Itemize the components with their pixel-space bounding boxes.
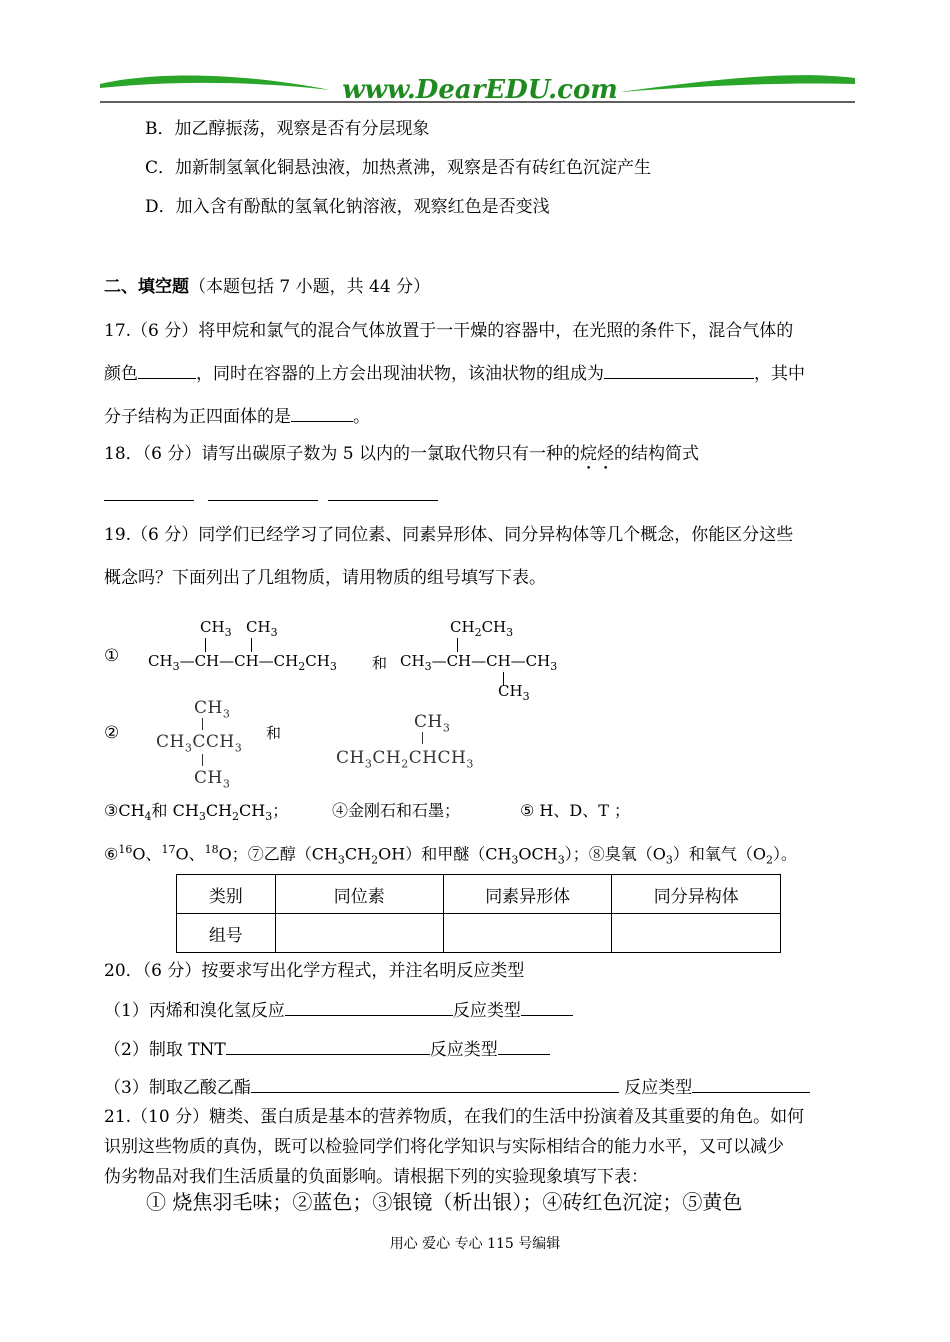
s1b-top: $CH_2CH_3$	[450, 618, 514, 639]
answer-cell-allotrope[interactable]	[443, 914, 612, 953]
item1-and: 和	[372, 654, 388, 672]
row-label: 组号	[177, 914, 276, 953]
q17-line1: 17.（6 分）将甲烷和氯气的混合气体放置于一干燥的容器中，在光照的条件下，混合气体的	[104, 321, 794, 341]
s2b-main: $CH_3CH_2CHCH_3$	[336, 748, 474, 771]
s2a-bond-top	[202, 718, 203, 730]
s1a-top1: $CH_3$	[200, 618, 232, 639]
structure-2a	[156, 696, 256, 796]
blank-color[interactable]	[138, 362, 196, 379]
table-row	[177, 914, 781, 953]
table-header: 同位素	[275, 875, 443, 914]
header-banner	[100, 66, 855, 104]
q17-text: 分子结构为正四面体的是	[104, 407, 291, 427]
blank-equation-1[interactable]	[285, 999, 453, 1016]
q18-blank-3[interactable]	[328, 500, 438, 501]
s1a-bond2	[251, 638, 252, 652]
item1-number: ①	[104, 646, 120, 666]
blank-equation-2[interactable]	[226, 1038, 430, 1055]
blank-tetrahedral[interactable]	[291, 405, 353, 422]
item2-and: 和	[266, 724, 282, 742]
s2a-bond-bottom	[202, 754, 203, 766]
q20-line1: 20．（6 分）按要求写出化学方程式，并注名明反应类型	[104, 961, 525, 981]
q17-text: 颜色	[104, 364, 138, 384]
q21-line4: ① 烧焦羽毛味；②蓝色；③银镜（析出银）；④砖红色沉淀；⑤黄色	[146, 1190, 743, 1214]
structure-2b	[336, 710, 496, 774]
s1a-top2: $CH_3$	[246, 618, 278, 639]
item-5: ⑤ H、D、T ；	[520, 801, 630, 820]
s2a-main: $CH_3CCH_3$	[156, 732, 243, 755]
q21-line2: 识别这些物质的真伪，既可以检验同学们将化学知识与实际相结合的能力水平，又可以减少	[104, 1137, 784, 1157]
q19-line2: 概念吗？下面列出了几组物质，请用物质的组号填写下表。	[104, 568, 546, 588]
q20-item2: （2）制取 TNT 反应类型	[104, 1038, 550, 1061]
q21-line3: 伪劣物品对我们生活质量的负面影响。请根据下列的实验现象填写下表：	[104, 1167, 648, 1187]
item-4: ④金刚石和石墨；	[332, 801, 461, 820]
q19-line1: 19.（6 分）同学们已经学习了同位素、同素异形体、同分异构体等几个概念，你能区分这些	[104, 525, 794, 545]
q17-text: 。	[353, 407, 370, 427]
site-name: www.DearEDU.com	[342, 75, 618, 104]
s1b-bond-top	[457, 638, 458, 652]
s1b-bottom: $CH_3$	[498, 682, 530, 703]
q20-item3: （3）制取乙酸乙酯 反应类型	[104, 1076, 810, 1099]
answer-table	[176, 874, 781, 953]
q17-text: ，其中	[754, 364, 805, 384]
q17-line2	[104, 362, 805, 385]
table-header: 同分异构体	[612, 875, 781, 914]
q17-line3	[104, 405, 370, 428]
answer-cell-isomer[interactable]	[612, 914, 781, 953]
page-footer: 用心 爱心 专心 115 号编辑	[389, 1236, 561, 1252]
table-header: 类别	[177, 875, 276, 914]
q18-emphasis: 烷烃	[579, 444, 614, 464]
s2a-top: $CH_3$	[194, 698, 231, 721]
table-header-row	[177, 875, 781, 914]
answer-cell-isotope[interactable]	[275, 914, 443, 953]
s2b-bond	[422, 732, 423, 744]
item2-number: ②	[104, 723, 120, 743]
s1b-main: $CH_3—CH—CH—CH_3$	[400, 652, 558, 673]
line-3-4-5: $③CH_4$和 $CH_3CH_2CH_3$；	[104, 801, 289, 824]
s2b-top: $CH_3$	[414, 712, 451, 735]
q21-line1: 21.（10 分）糖类、蛋白质是基本的营养物质，在我们的生活中扮演着及其重要的角色。如何	[104, 1107, 805, 1127]
s1a-bond1	[205, 638, 206, 652]
q20-item1: （1）丙烯和溴化氢反应 反应类型	[104, 999, 573, 1022]
section-note: （本题包括 7 小题，共 44 分）	[189, 277, 431, 297]
option-b: B．加乙醇振荡，观察是否有分层现象	[145, 119, 430, 139]
blank-oil-composition[interactable]	[604, 362, 754, 379]
left-swoosh	[100, 75, 330, 90]
table-header: 同素异形体	[443, 875, 612, 914]
structure-1b	[400, 616, 590, 702]
q18-line1	[104, 443, 699, 474]
blank-equation-3[interactable]	[251, 1076, 619, 1093]
s1a-main: $CH_3—CH—CH—CH_2CH_3$	[148, 652, 337, 673]
blank-type-1[interactable]	[521, 999, 573, 1016]
blank-type-2[interactable]	[498, 1038, 550, 1055]
q18-text: 18．（6 分）请写出碳原子数为 5 以内的一氯取代物只有一种的	[104, 444, 580, 464]
structure-1a	[148, 616, 368, 676]
line-6-7-8: ⑥$^{16}$O、$^{17}$O、$^{18}$O；⑦乙醇$(CH_3CH_2OH)$和甲醚$(CH_3OCH_3)$；⑧臭氧$(O_3)$和氧气$(O_2)$。	[104, 843, 797, 867]
q18-blank-2[interactable]	[208, 500, 318, 501]
right-swoosh	[620, 75, 855, 92]
q17-text: ，同时在容器的上方会出现油状物，该油状物的组成为	[196, 364, 604, 384]
s2a-bottom: $CH_3$	[194, 768, 231, 791]
q18-blank-1[interactable]	[104, 500, 194, 501]
section-title	[104, 276, 430, 298]
option-c: C．加新制氢氧化铜悬浊液，加热煮沸，观察是否有砖红色沉淀产生	[145, 158, 652, 178]
option-d: D．加入含有酚酞的氢氧化钠溶液，观察红色是否变浅	[145, 197, 550, 217]
q18-text: 的结构简式	[613, 444, 699, 464]
blank-type-3[interactable]	[692, 1076, 810, 1093]
section-title-text: 二、填空题	[104, 277, 189, 297]
